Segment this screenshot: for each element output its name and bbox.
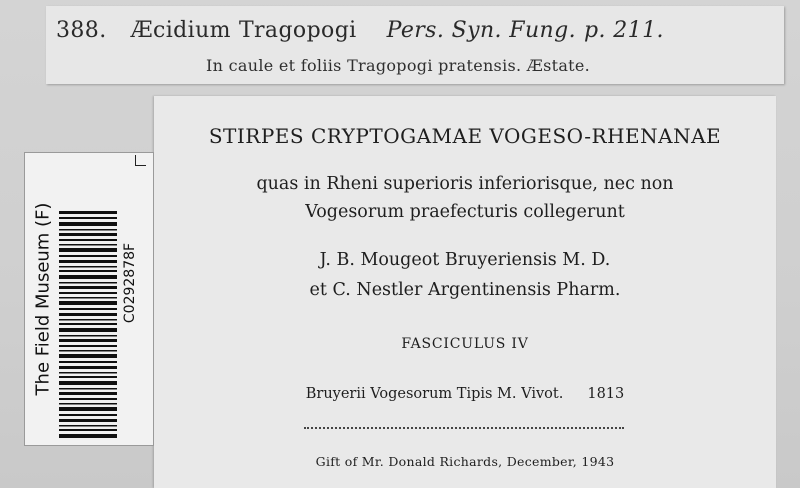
barcode-label (24, 152, 154, 446)
collector-line-2: et C. Nestler Argentinensis Pharm. (309, 280, 621, 300)
gift-note: Gift of Mr. Donald Richards, December, 1943 (315, 454, 615, 469)
corner-crop-mark (135, 155, 146, 166)
specimen-page-ref: p. 211. (584, 18, 664, 43)
specimen-species: Tragopogi (238, 18, 357, 43)
specimen-genus: Æcidium (130, 18, 231, 43)
fascicle-heading: FASCICULUS IV (401, 336, 529, 352)
specimen-habitat: In caule et foliis Tragopogi pratensis. Æstate. (206, 56, 591, 75)
specimen-authority: Pers. Syn. Fung. (386, 18, 576, 43)
dotted-divider (304, 427, 624, 429)
collector-line-1: J. B. Mougeot Bruyeriensis M. D. (319, 250, 611, 270)
specimen-name-label (46, 6, 784, 84)
specimen-number: 388. (56, 18, 107, 43)
publisher-name: Bruyerii Vogesorum Tipis M. Vivot. (305, 386, 564, 402)
collection-title: STIRPES CRYPTOGAMAE VOGESO-RHENANAE (208, 124, 722, 148)
barcode-icon (59, 211, 117, 439)
specimen-name-line (56, 18, 664, 43)
catalog-number: C0292878F (122, 242, 138, 324)
publication-year: 1813 (587, 386, 625, 402)
institution-name: The Field Museum (F) (32, 202, 54, 396)
collection-subtitle-line-1: quas in Rheni superioris inferiorisque, nec non (256, 174, 674, 194)
publisher-line (154, 386, 776, 402)
collection-label (154, 96, 776, 488)
collection-subtitle-line-2: Vogesorum praefecturis collegerunt (305, 202, 625, 222)
